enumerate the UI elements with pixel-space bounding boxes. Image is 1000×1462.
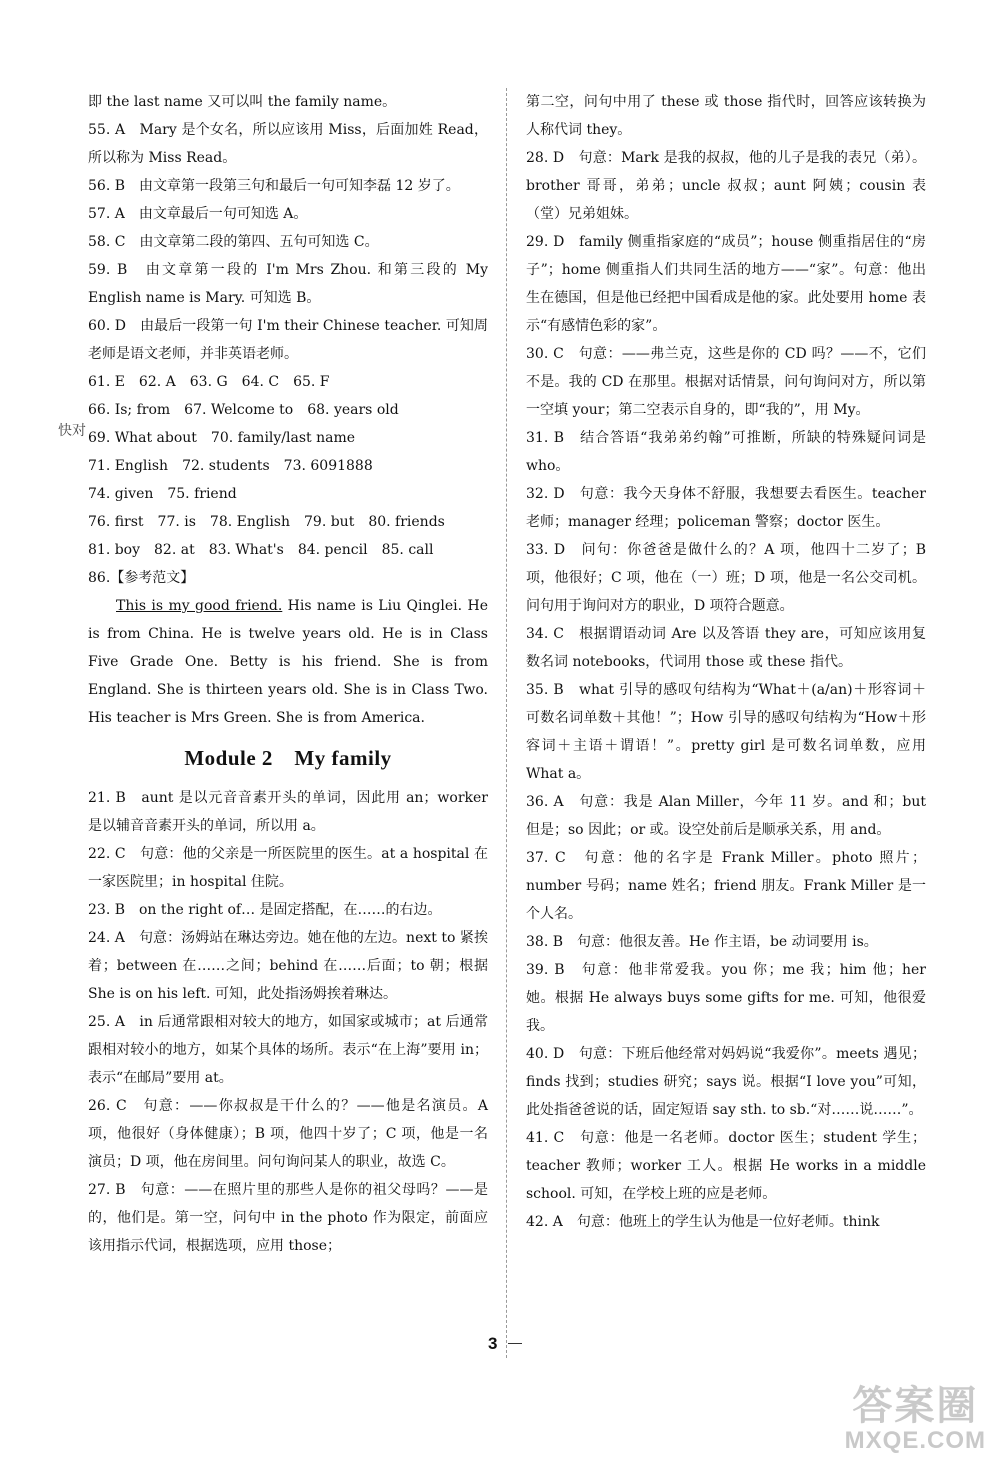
answer-line: 23. B on the right of… 是固定搭配，在……的右边。 xyxy=(88,902,442,918)
answer-line: 26. C 句意：——你叔叔是干什么的？——他是名演员。A 项，他很好（身体健康）；B 项，他四十岁了；C 项，他是一名演员；D 项，他在房间里。问句询问某人的职业，故选 C。 xyxy=(88,1098,488,1170)
answer-line: 76. first 77. is 78. English 79. but 80. friends xyxy=(88,514,445,530)
right-column xyxy=(526,88,926,1236)
watermark-title: 答案圈 xyxy=(852,1384,979,1428)
answer-line: 41. C 句意：他是一名老师。doctor 医生；student 学生；teacher 教师；worker 工人。根据 He works in a middle school. 可知，在学校上班的应是老师。 xyxy=(526,1130,926,1202)
answer-line: 第二空，问句中用了 these 或 those 指代时，回答应该转换为人称代词 they。 xyxy=(526,94,926,138)
answer-line: 29. D family 侧重指家庭的“成员”；house 侧重指居住的“房子”；home 侧重指人们共同生活的地方——“家”。句意：他出生在德国，但是他已经把中国看成是他的家。此处要用 home 表示“有感情色彩的家”。 xyxy=(526,234,926,334)
answer-line: 69. What about 70. family/last name xyxy=(88,430,356,446)
answer-line: 24. A 句意：汤姆站在琳达旁边。她在他的左边。next to 紧挨着；between 在……之间；behind 在……后面；to 朝；根据 She is on his left. 可知，此处指汤姆挨着琳达。 xyxy=(88,930,488,1002)
page-number-dash xyxy=(508,1343,522,1344)
answer-line: 32. D 句意：我今天身体不舒服，我想要去看医生。teacher 老师；manager 经理；policeman 警察；doctor 医生。 xyxy=(526,486,926,530)
model-essay xyxy=(88,592,488,732)
page-number: 3 xyxy=(488,1334,498,1353)
left-answers-bottom xyxy=(88,784,488,1260)
answer-line: 40. D 句意：下班后他经常对妈妈说“我爱你”。meets 遇见；finds 找到；studies 研究；says 说。根据“I love you”可知，此处指爸爸说的话，固定短语 say sth. to sb.“对……说……”。 xyxy=(526,1046,926,1118)
answer-line: 66. Is; from 67. Welcome to 68. years old xyxy=(88,402,399,418)
kuaidui-stamp: 快对 xyxy=(58,423,86,439)
answer-line: 58. C 由文章第二段的第四、五句可知选 C。 xyxy=(88,234,379,250)
answer-line: 59. B 由文章第一段的 I'm Mrs Zhou. 和第三段的 My English name is Mary. 可知选 B。 xyxy=(88,262,488,306)
answer-line: 36. A 句意：我是 Alan Miller，今年 11 岁。and 和；but 但是；so 因此；or 或。设空处前后是顺承关系，用 and。 xyxy=(526,794,926,838)
answer-line: 22. C 句意：他的父亲是一所医院里的医生。at a hospital 在一家医院里；in hospital 住院。 xyxy=(88,846,488,890)
answer-line: 31. B 结合答语“我弟弟约翰”可推断，所缺的特殊疑问词是 who。 xyxy=(526,430,926,474)
answer-line: 55. A Mary 是个女名，所以应该用 Miss，后面加姓 Read，所以称为 Miss Read。 xyxy=(88,122,488,166)
answer-line: 37. C 句意：他的名字是 Frank Miller。photo 照片；number 号码；name 姓名；friend 朋友。Frank Miller 是一个人名。 xyxy=(526,850,926,922)
essay-body: His name is Liu Qinglei. He is from China. He is twelve years old. He is in Class Five Grade One. Betty is his friend. She is from England. She is thirteen years old. She is in Class Two. His teacher is Mrs Green. She is from America. xyxy=(88,598,488,726)
answer-line: 81. boy 82. at 83. What's 84. pencil 85. call xyxy=(88,542,434,558)
watermark-url: MXQE.COM xyxy=(844,1427,986,1454)
right-answers xyxy=(526,88,926,1236)
module-title: Module 2 My family xyxy=(184,746,392,770)
answer-line: 21. B aunt 是以元音音素开头的单词，因此用 an；worker 是以辅音音素开头的单词，所以用 a。 xyxy=(88,790,488,834)
left-answers-top xyxy=(88,88,488,592)
left-column xyxy=(88,88,488,1260)
answer-line: 33. D 问句：你爸爸是做什么的？A 项，他四十二岁了；B 项，他很好；C 项，他在（一）班；D 项，他是一名公交司机。问句用于询问对方的职业，D 项符合题意。 xyxy=(526,542,926,614)
answer-line: 42. A 句意：他班上的学生认为他是一位好老师。think xyxy=(526,1214,880,1230)
answer-line: 30. C 句意：——弗兰克，这些是你的 CD 吗？——不，它们不是。我的 CD 在那里。根据对话情景，问句询问对方，所以第一空填 your；第二空表示自身的，即“我的”，用 My。 xyxy=(526,346,926,418)
answer-line: 74. given 75. friend xyxy=(88,486,237,502)
answer-line: 即 the last name 又可以叫 the family name。 xyxy=(88,94,397,110)
watermark-logo xyxy=(845,1384,986,1454)
column-divider xyxy=(506,88,507,1358)
answer-line: 86.【参考范文】 xyxy=(88,570,195,586)
answer-line: 57. A 由文章最后一句可知选 A。 xyxy=(88,206,308,222)
answer-line: 38. B 句意：他很友善。He 作主语，be 动词要用 is。 xyxy=(526,934,878,950)
answer-line: 56. B 由文章第一段第三句和最后一句可知李磊 12 岁了。 xyxy=(88,178,460,194)
answer-line: 27. B 句意：——在照片里的那些人是你的祖父母吗？——是的，他们是。第一空，问句中 in the photo 作为限定，前面应该用指示代词，根据选项，应用 those； xyxy=(88,1182,488,1254)
answer-line: 60. D 由最后一段第一句 I'm their Chinese teacher. 可知周老师是语文老师，并非英语老师。 xyxy=(88,318,488,362)
essay-underlined-sentence: This is my good friend. xyxy=(116,598,283,614)
answer-line: 61. E 62. A 63. G 64. C 65. F xyxy=(88,374,330,390)
answer-line: 71. English 72. students 73. 6091888 xyxy=(88,458,373,474)
answer-line: 34. C 根据谓语动词 Are 以及答语 they are，可知应该用复数名词 notebooks，代词用 those 或 these 指代。 xyxy=(526,626,926,670)
answer-line: 28. D 句意：Mark 是我的叔叔，他的儿子是我的表兄（弟）。brother 哥哥，弟弟；uncle 叔叔；aunt 阿姨；cousin 表（堂）兄弟姐妹。 xyxy=(526,150,926,222)
answer-line: 35. B what 引导的感叹句结构为“What＋(a/an)＋形容词＋可数名词单数＋其他！”；How 引导的感叹句结构为“How＋形容词＋主语＋谓语！”。pretty girl 是可数名词单数，应用 What a。 xyxy=(526,682,926,782)
answer-line: 25. A in 后通常跟相对较大的地方，如国家或城市；at 后通常跟相对较小的地方，如某个具体的场所。表示“在上海”要用 in；表示“在邮局”要用 at。 xyxy=(88,1014,488,1086)
answer-line: 39. B 句意：他非常爱我。you 你；me 我；him 他；her 她。根据 He always buys some gifts for me. 可知，他很爱我。 xyxy=(526,962,926,1034)
